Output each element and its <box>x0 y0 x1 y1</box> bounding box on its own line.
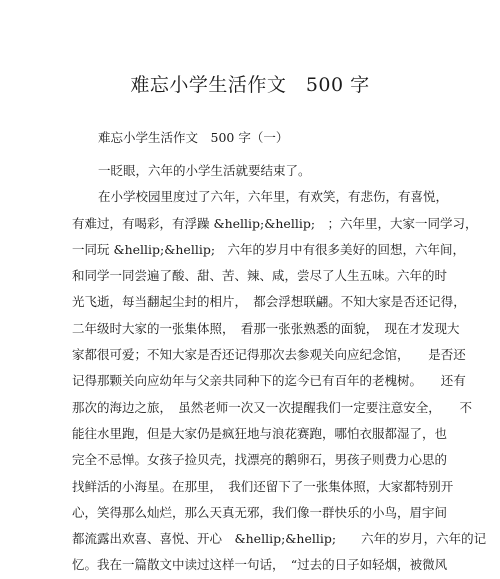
essay-body <box>72 158 487 579</box>
text-line: 一眨眼，六年的小学生活就要结束了。 <box>98 163 311 178</box>
text-line: 一同玩 &hellip;&hellip; 六年的岁月中有很多美好的回想，六年间， <box>72 241 466 257</box>
section-heading: 难忘小学生活作文 500 字（一） <box>98 130 289 145</box>
text-line: 有难过，有喝彩，有浮躁 &hellip;&hellip; ；六年里，大家一同学习， <box>72 215 478 231</box>
text-line: 完全不忌惮。女孩子捡贝壳，找漂亮的鹅卵石，男孩子则费力心思的 <box>72 452 448 468</box>
text-line: 和同学一同尝遍了酸、甜、苦、辣、咸，尝尽了人生五味。六年的时 <box>72 268 448 284</box>
document-title: 难忘小学生活作文 500 字 <box>130 74 370 96</box>
text-line: 那次的海边之旅， 虽然老师一次又一次提醒我们一定要注意安全， 不 <box>72 399 473 415</box>
text-line: 忆。我在一篇散文中读过这样一句话， “过去的日子如轻烟，被微风 <box>72 557 448 573</box>
text-line: 在小学校园里度过了六年，六年里，有欢笑，有悲伤，有喜悦， <box>98 189 449 205</box>
text-line: 能往水里跑，但是大家仍是疯狂地与浪花赛跑，哪怕衣服都湿了，也 <box>72 425 448 441</box>
text-line: 找鲜活的小海星。在那里， 我们还留下了一张集体照，大家都特别开 <box>72 478 454 494</box>
text-line: 光飞逝，每当翻起尘封的相片， 都会浮想联翩。不知大家是否还记得， <box>72 294 466 310</box>
text-line: 家都很可爱；不知大家是否还记得那次去参观关向应纪念馆， 是否还 <box>72 347 466 363</box>
text-line: 心，笑得那么灿烂，那么天真无邪，我们像一群快乐的小鸟，眉宇间 <box>72 504 448 520</box>
text-line: 记得那颗关向应幼年与父亲共同种下的迄今已有百年的老槐树。 还有 <box>72 373 466 389</box>
text-line: 二年级时大家的一张集体照， 看那一张张熟悉的面貌， 现在才发现大 <box>72 320 460 336</box>
text-line: 都流露出欢喜、喜悦、开心 &hellip;&hellip; 六年的岁月，六年的记 <box>72 531 487 547</box>
